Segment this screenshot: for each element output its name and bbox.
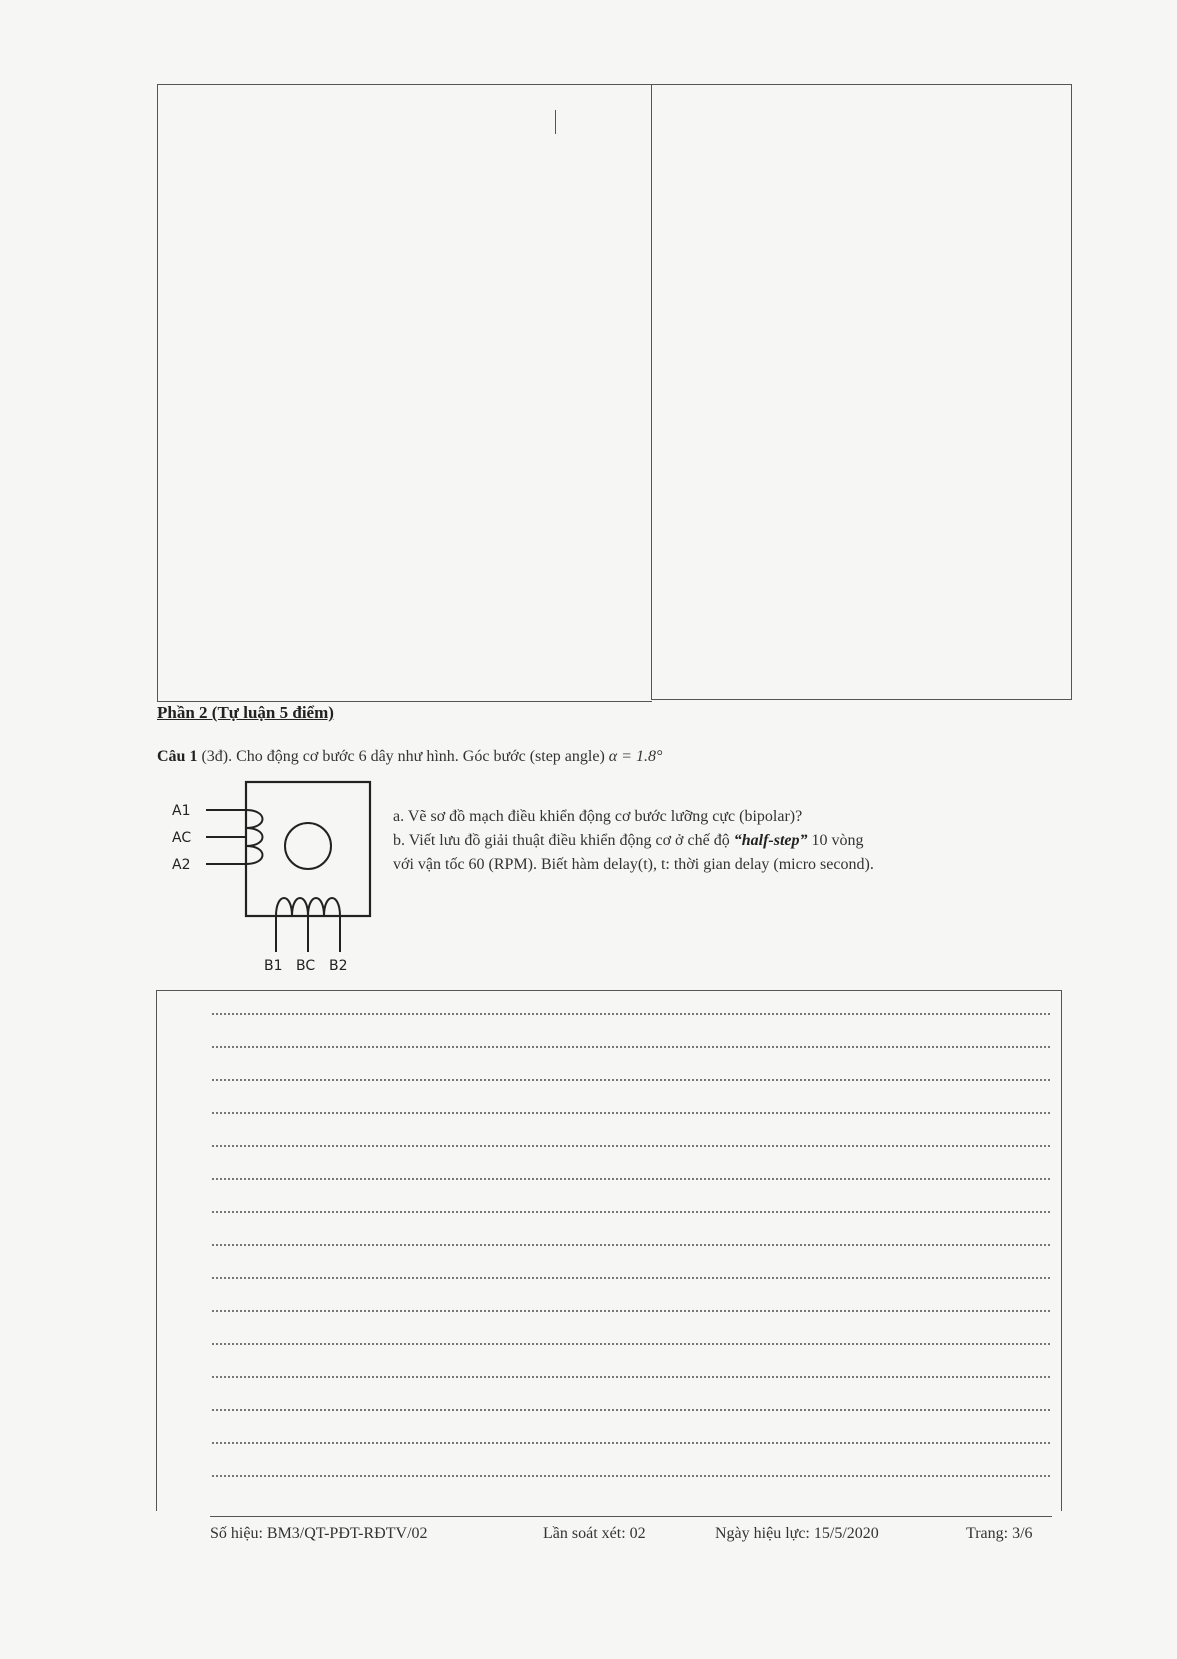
sub-question-b bbox=[393, 832, 864, 850]
pen-mark bbox=[555, 110, 556, 134]
stepper-motor-diagram bbox=[170, 776, 380, 976]
question-1 bbox=[157, 748, 662, 766]
step-angle-formula: α = 1.8° bbox=[608, 748, 663, 765]
answer-line bbox=[212, 1211, 1050, 1213]
label-a2: A2 bbox=[172, 857, 191, 873]
rotor-circle bbox=[285, 823, 331, 869]
answer-line bbox=[212, 1310, 1050, 1312]
footer-effective-date: Ngày hiệu lực: 15/5/2020 bbox=[715, 1525, 879, 1542]
answer-line bbox=[212, 1376, 1050, 1378]
footer-doc-code: Số hiệu: BM3/QT-PĐT-RĐTV/02 bbox=[210, 1525, 428, 1542]
footer-revision: Lần soát xét: 02 bbox=[543, 1525, 646, 1542]
label-b2: B2 bbox=[329, 958, 348, 974]
label-ac: AC bbox=[172, 830, 192, 846]
sub-question-b-text: b. Viết lưu đồ giải thuật điều khiển động cơ ở chế độ bbox=[393, 832, 730, 849]
label-a1: A1 bbox=[172, 803, 191, 819]
coil-b bbox=[276, 898, 340, 916]
answer-line bbox=[212, 1277, 1050, 1279]
label-bc: BC bbox=[296, 958, 316, 974]
answer-line bbox=[212, 1046, 1050, 1048]
sub-question-b-continued: với vận tốc 60 (RPM). Biết hàm delay(t), t: thời gian delay (micro second). bbox=[393, 856, 874, 873]
answer-line bbox=[212, 1013, 1050, 1015]
answer-line bbox=[212, 1475, 1050, 1477]
question-number: Câu 1 bbox=[157, 748, 198, 765]
answer-line bbox=[212, 1244, 1050, 1246]
answer-line bbox=[212, 1343, 1050, 1345]
answer-line bbox=[212, 1178, 1050, 1180]
motor-body bbox=[246, 782, 370, 916]
sub-question-a: a. Vẽ sơ đồ mạch điều khiển động cơ bước lưỡng cực (bipolar)? bbox=[393, 808, 803, 825]
answer-line bbox=[212, 1079, 1050, 1081]
answer-line bbox=[212, 1112, 1050, 1114]
question-text: Cho động cơ bước 6 dây như hình. Góc bước (step angle) bbox=[236, 748, 605, 765]
label-b1: B1 bbox=[264, 958, 283, 974]
answer-line bbox=[212, 1442, 1050, 1444]
footer-divider bbox=[210, 1516, 1052, 1517]
question-points: (3đ). bbox=[201, 748, 233, 765]
section-heading: Phần 2 (Tự luận 5 điểm) bbox=[157, 703, 334, 722]
sub-question-b-rounds: 10 vòng bbox=[811, 832, 864, 849]
answer-line bbox=[212, 1409, 1050, 1411]
answer-line bbox=[212, 1145, 1050, 1147]
answer-box-left bbox=[157, 84, 652, 702]
half-step-emphasis: “half-step” bbox=[733, 832, 808, 849]
coil-a bbox=[246, 810, 263, 864]
answer-writing-area[interactable] bbox=[156, 990, 1062, 1511]
footer-page-number: Trang: 3/6 bbox=[966, 1525, 1033, 1542]
answer-box-right bbox=[651, 84, 1072, 700]
